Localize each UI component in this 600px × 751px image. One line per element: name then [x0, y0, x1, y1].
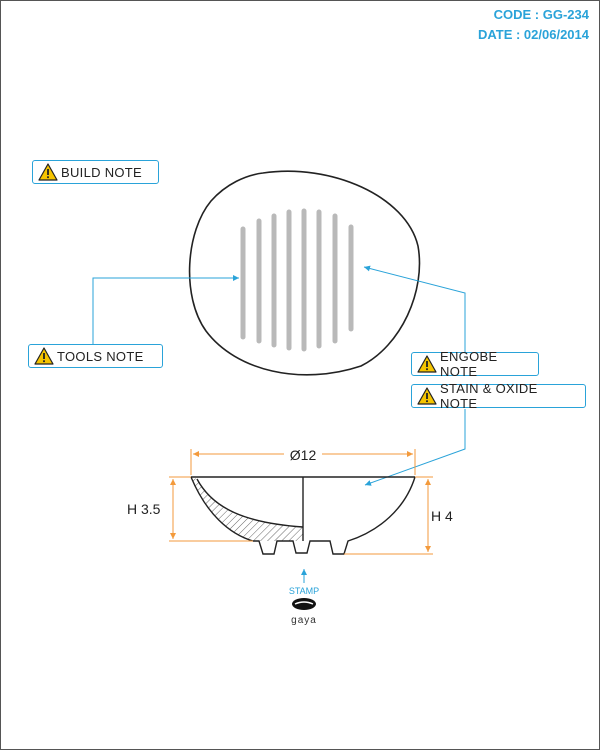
stamp-label: STAMP	[288, 586, 320, 596]
diameter-label: Ø12	[289, 447, 317, 463]
tools-leader	[93, 278, 239, 344]
warning-icon	[417, 355, 437, 373]
build-note[interactable]	[32, 160, 159, 184]
stamp-icon	[292, 598, 316, 610]
comb-texture	[243, 211, 351, 349]
date-label: DATE : 02/06/2014	[477, 27, 589, 42]
warning-icon	[34, 347, 54, 365]
engobe-leader	[364, 267, 465, 352]
warning-icon	[417, 387, 437, 405]
bowl-side-view	[191, 477, 415, 554]
stamp-brand-label: gaya	[291, 615, 317, 626]
engobe-note-label: ENGOBE NOTE	[440, 349, 498, 379]
bowl-section-hatch	[191, 477, 303, 541]
warning-icon	[38, 163, 58, 181]
build-note-label: BUILD NOTE	[61, 164, 143, 180]
code-label: CODE : GG-234	[493, 7, 589, 22]
stain-oxide-note[interactable]	[411, 381, 586, 411]
height-left-label: H 3.5	[127, 501, 161, 517]
height-right-label: H 4	[431, 508, 453, 524]
tools-note[interactable]	[28, 344, 163, 368]
tools-note-label: TOOLS NOTE	[57, 348, 144, 364]
engobe-note[interactable]	[411, 349, 539, 379]
stain-oxide-note-label: STAIN & OXIDE NOTE	[440, 381, 538, 411]
